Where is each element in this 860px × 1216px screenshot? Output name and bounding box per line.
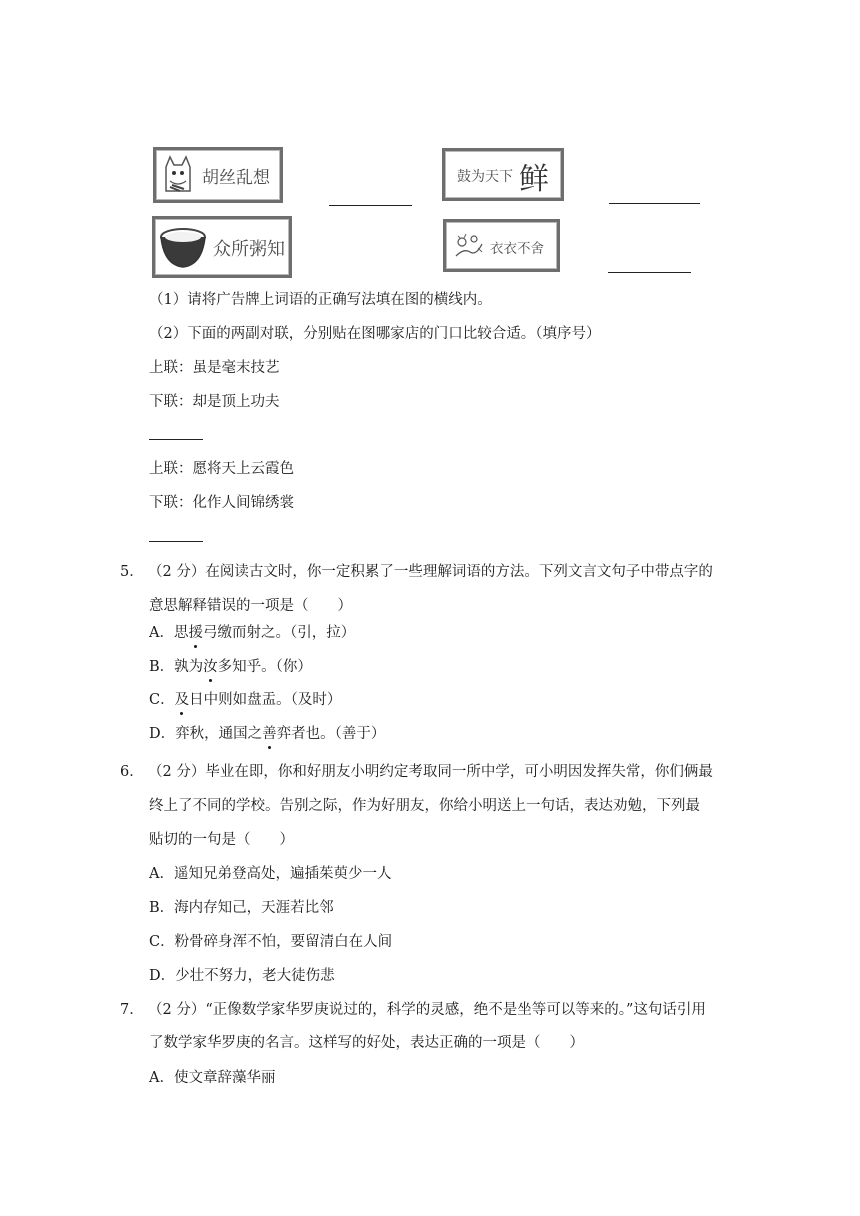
sign-big-character: 鲜 [519, 162, 549, 197]
sign-text: 鼓为天下 [457, 169, 513, 185]
couplet-1-lower: 下联：却是顶上功夫 [149, 394, 280, 410]
question-5-stem [120, 562, 713, 582]
answer-blank[interactable] [329, 205, 412, 206]
question-text: （2 分）在阅读古文时，你一定积累了一些理解词语的方法。下列文言文句子中带点字的 [148, 564, 713, 580]
option-b[interactable]: B．孰为汝多知乎。（你） [149, 659, 312, 675]
sub-question-1: （1）请将广告牌上词语的正确写法填在图的横线内。 [149, 292, 492, 308]
dotted-character: 及 [174, 692, 190, 708]
question-6-stem-cont: 终上了不同的学校。告别之际，作为好朋友，你给小明送上一句话，表达劝勉，下列最 [149, 798, 700, 814]
question-6-stem [120, 762, 713, 782]
dotted-character: 汝 [203, 659, 218, 675]
option-d[interactable]: D．少壮不努力，老大徒伤悲 [149, 968, 335, 984]
question-5-stem-cont: 意思解释错误的一项是（ ） [149, 598, 352, 614]
couplet-2-lower: 下联：化作人间锦绣裳 [149, 495, 294, 511]
option-b[interactable]: B．海内存知己，天涯若比邻 [149, 900, 334, 916]
sign-text: 众所粥知 [213, 239, 285, 260]
sub-question-2: （2）下面的两副对联，分别贴在图哪家店的门口比较合适。（填序号） [149, 326, 601, 342]
option-c[interactable]: C．粉骨碎身浑不怕，要留清白在人间 [149, 934, 393, 950]
sign-text: 胡丝乱想 [202, 168, 270, 188]
question-7-stem-cont: 了数学家华罗庚的名言。这样写的好处，表达正确的一项是（ ） [149, 1035, 584, 1051]
sign-gu-wei-tian-xia-xian [442, 148, 564, 201]
sign-text: 衣衣不舍 [490, 241, 544, 257]
couplet-2-upper: 上联：愿将天上云霞色 [149, 461, 294, 477]
question-6-stem-cont: 贴切的一句是（ ） [149, 832, 294, 848]
flower-icon [452, 230, 486, 262]
answer-blank[interactable] [149, 541, 203, 542]
cat-icon [160, 153, 196, 195]
question-7-stem [120, 1000, 706, 1020]
answer-blank[interactable] [609, 203, 700, 204]
bowl-icon [158, 223, 208, 271]
question-text: （2 分）毕业在即，你和好朋友小明约定考取同一所中学，可小明因发挥失常，你们俩最 [148, 764, 713, 780]
sign-hu-si-luan-xiang [153, 147, 283, 203]
sign-zhong-suo-zhou-zhi [152, 216, 292, 278]
couplet-1-upper: 上联：虽是毫末技艺 [149, 360, 280, 376]
question-number: 7． [120, 1002, 144, 1018]
dotted-character: 援 [188, 625, 203, 641]
option-a[interactable]: A．思援弓缴而射之。（引，拉） [149, 625, 356, 641]
sign-yi-yi-bu-she [443, 219, 560, 272]
question-number: 5． [120, 564, 144, 580]
answer-blank[interactable] [149, 439, 203, 440]
option-c[interactable]: C．及日中则如盘盂。（及时） [149, 692, 342, 708]
question-number: 6． [120, 764, 144, 780]
option-a[interactable]: A．使文章辞藻华丽 [149, 1070, 276, 1086]
answer-blank[interactable] [608, 272, 691, 273]
option-d[interactable]: D．弈秋，通国之善弈者也。（善于） [149, 726, 386, 742]
question-text: （2 分）“正像数学家华罗庚说过的，科学的灵感，绝不是坐等可以等来的。”这句话引用 [148, 1002, 706, 1018]
option-a[interactable]: A．遥知兄弟登高处，遍插茱萸少一人 [149, 866, 392, 882]
dotted-character: 善 [262, 726, 277, 742]
